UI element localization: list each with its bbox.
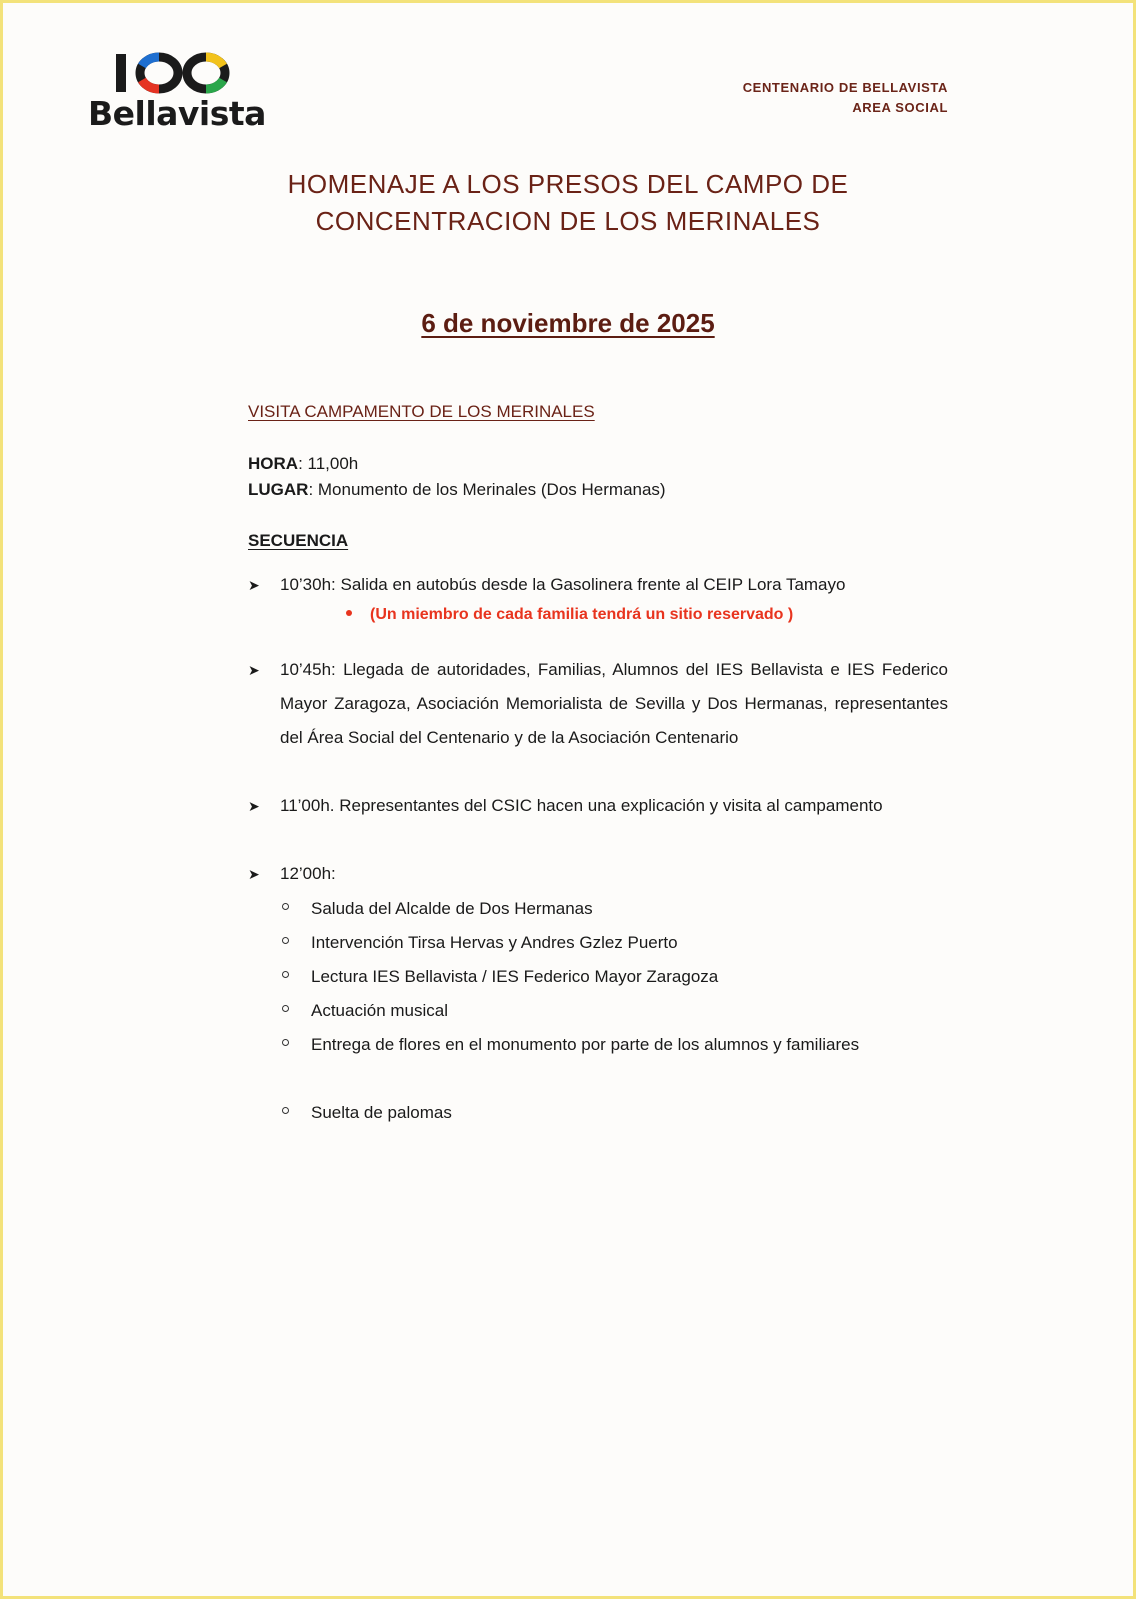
hora-line <box>248 454 358 474</box>
sub-list-item-text: Intervención Tirsa Hervas y Andres Gzlez Puerto <box>311 933 678 952</box>
hora-value: : 11,00h <box>298 454 359 473</box>
sub-list-item-text: Saluda del Alcalde de Dos Hermanas <box>311 899 593 918</box>
lugar-label: LUGAR <box>248 480 309 499</box>
logo-wordmark: Bellavista <box>88 94 266 133</box>
circle-bullet-icon <box>282 1005 289 1012</box>
bullet-dot-icon <box>346 610 352 616</box>
document-title <box>0 166 1136 240</box>
logo <box>88 50 268 134</box>
reserved-seat-note <box>346 606 793 624</box>
arrow-bullet-icon: ➤ <box>248 866 260 882</box>
organization-header <box>743 78 948 118</box>
sub-list-item <box>282 926 948 959</box>
visit-heading: VISITA CAMPAMENTO DE LOS MERINALES <box>248 402 595 421</box>
sub-list-item-text: Entrega de flores en el monumento por parte de los alumnos y familiares <box>311 1035 860 1054</box>
org-name: CENTENARIO DE BELLAVISTA <box>742 80 948 95</box>
circle-bullet-icon <box>282 971 289 978</box>
list-item-text: 10’30h: Salida en autobús desde la Gasolinera frente al CEIP Lora Tamayo <box>280 575 846 594</box>
event-date <box>0 308 1136 339</box>
reserved-seat-note-text: (Un miembro de cada familia tendrá un sitio reservado ) <box>370 606 794 623</box>
event-date-text: 6 de noviembre de 2025 <box>421 308 715 338</box>
arrow-bullet-icon: ➤ <box>248 662 260 678</box>
list-item-text: 11’00h. Representantes del CSIC hacen una explicación y visita al campamento <box>280 796 883 815</box>
sub-list-item <box>282 1028 948 1061</box>
circle-bullet-icon <box>282 1039 289 1046</box>
sub-list-item-text: Actuación musical <box>311 1001 449 1020</box>
lugar-line <box>248 480 666 500</box>
list-item <box>248 568 948 602</box>
arrow-bullet-icon: ➤ <box>248 798 260 814</box>
sub-list-item <box>282 892 948 925</box>
sequence-heading: SECUENCIA <box>248 531 349 550</box>
circle-bullet-icon <box>282 1107 289 1114</box>
sub-list-item-text: Lectura IES Bellavista / IES Federico Mayor Zaragoza <box>311 967 719 986</box>
sub-list-item <box>282 960 948 993</box>
circle-bullet-icon <box>282 937 289 944</box>
logo-100-mark <box>112 50 242 96</box>
list-item <box>248 653 948 755</box>
hora-label: HORA <box>248 454 299 473</box>
arrow-bullet-icon: ➤ <box>248 577 260 593</box>
title-line-1: HOMENAJE A LOS PRESOS DEL CAMPO DE <box>287 169 849 199</box>
sub-list-item-text: Suelta de palomas <box>311 1103 452 1122</box>
list-item-text: 10’45h: Llegada de autoridades, Familias, Alumnos del IES Bellavista e IES Federico Mayor Zaragoza, Asociación Memorialista de Sevilla y Dos Hermanas, representantes del Área Social del Centenario y de la Asociación Centenario <box>280 660 948 747</box>
circle-bullet-icon <box>282 903 289 910</box>
lugar-value: : Monumento de los Merinales (Dos Hermanas) <box>308 480 666 499</box>
title-line-2: CONCENTRACION DE LOS MERINALES <box>315 206 821 236</box>
sub-list-item <box>282 994 948 1027</box>
list-item <box>248 789 948 823</box>
list-item-text: 12’00h: <box>280 864 336 883</box>
sub-list-item <box>282 1096 948 1129</box>
org-area: AREA SOCIAL <box>852 100 948 115</box>
list-item <box>248 857 948 891</box>
